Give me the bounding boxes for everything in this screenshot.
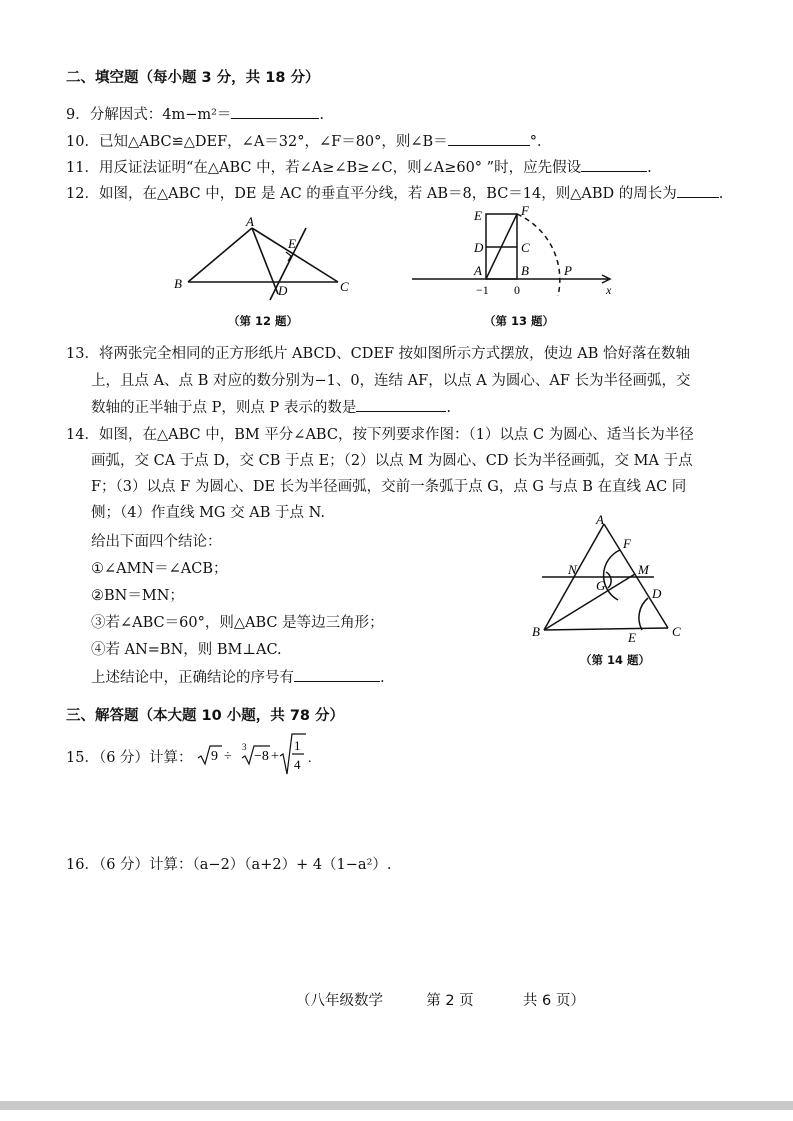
question-9-end: . <box>319 107 325 123</box>
question-13-end: . <box>446 400 451 416</box>
fig12-label-e: E <box>288 236 296 251</box>
conclusion-2: ②BN＝MN； <box>91 588 184 604</box>
question-14-line-3: F；（3）以点 F 为圆心、DE 长为半径画弧，交前一条弧于点 G，点 G 与点 B 在直线 AC 同 <box>91 479 687 495</box>
figure-12 <box>170 212 370 304</box>
question-12 <box>66 183 723 204</box>
fig14-label-a: A <box>596 512 604 527</box>
question-16: 16．（6 分）计算：（a−2）（a+2）+ 4（1−a²）. <box>66 857 392 873</box>
question-13-line-1: 13．将两张完全相同的正方形纸片 ABCD、CDEF 按如图所示方式摆放，使边 AB 恰好落在数轴 <box>66 346 690 362</box>
question-15-expression <box>196 730 316 778</box>
figure-13 <box>408 202 620 302</box>
cuberoot-arg: −8 <box>254 749 269 764</box>
question-11-end: . <box>647 160 652 176</box>
figure-14-caption: （第 14 题） <box>580 653 651 667</box>
question-13-line-2: 上，且点 A、点 B 对应的数分别为−1、0，连结 AF，以点 A 为圆心、AF 长为半径画弧，交 <box>91 373 691 389</box>
question-9-text: 9．分解因式：4m−m²＝ <box>66 107 232 123</box>
figure-14 <box>528 512 690 642</box>
answer-blank-12[interactable] <box>677 183 719 198</box>
fig12-label-b: B <box>174 276 182 291</box>
fig14-label-g: G <box>596 578 606 593</box>
segment-ab <box>188 228 252 282</box>
fig12-label-d: D <box>278 283 288 298</box>
conclusion-3: ③若∠ABC＝60°，则△ABC 是等边三角形； <box>91 615 384 631</box>
conclusion-4: ④若 AN=BN，则 BM⊥AC. <box>91 642 282 658</box>
fig14-label-n: N <box>568 562 577 577</box>
question-14-end: . <box>380 670 385 686</box>
fig14-label-m: M <box>638 562 649 577</box>
arc-c <box>639 598 648 630</box>
question-10-text: 10．已知△ABC≌△DEF，∠A＝32°，∠F＝80°，则∠B＝ <box>66 134 448 150</box>
fig13-label-d: D <box>474 240 484 255</box>
fig13-label-x: x <box>606 283 612 297</box>
question-14-ask-text: 上述结论中，正确结论的序号有 <box>91 670 294 686</box>
answer-blank-11[interactable] <box>581 157 647 172</box>
question-10-end: °． <box>529 134 552 150</box>
figure-13-caption: （第 13 题） <box>484 314 555 328</box>
fig14-label-b: B <box>532 624 540 639</box>
answer-blank-9[interactable] <box>231 104 319 119</box>
question-15 <box>66 748 193 768</box>
fig13-label-c: C <box>521 240 530 255</box>
footer <box>296 989 585 1010</box>
figure-12-caption: （第 12 题） <box>228 314 299 328</box>
fig13-tick-neg1: −1 <box>476 283 489 297</box>
div-sign: ÷ <box>224 749 232 764</box>
fig13-tick-zero: 0 <box>514 283 520 297</box>
question-11-text: 11．用反证法证明“在△ABC 中，若∠A≥∠B≥∠C，则∠A≥60° ”时，应先假设 <box>66 160 582 176</box>
fig14-label-d: D <box>652 586 662 601</box>
question-11 <box>66 157 652 178</box>
fig13-label-e: E <box>474 208 482 223</box>
sqrt-arg: 9 <box>211 749 218 764</box>
bottom-scan-bar <box>0 1101 793 1110</box>
fig12-label-a: A <box>246 214 254 229</box>
fig13-label-p: P <box>564 263 572 278</box>
fig13-label-f: F <box>521 203 529 218</box>
question-12-end: . <box>718 186 724 202</box>
section-2-title: 二、填空题（每小题 3 分，共 18 分） <box>66 70 320 86</box>
fig14-label-c: C <box>672 624 681 639</box>
arc-f <box>606 572 611 588</box>
arc-fp <box>517 214 560 296</box>
segment-ad <box>252 228 278 294</box>
question-12-text: 12．如图，在△ABC 中，DE 是 AC 的垂直平分线，若 AB＝8，BC＝14，则△ABD 的周长为 <box>66 186 677 202</box>
answer-blank-13[interactable] <box>356 397 446 412</box>
question-10 <box>66 131 551 152</box>
fig13-label-a: A <box>474 263 482 278</box>
fig13-label-b: B <box>521 263 529 278</box>
question-14-line-1: 14．如图，在△ABC 中，BM 平分∠ABC，按下列要求作图：（1）以点 C 为圆心、适当长为半径 <box>66 427 694 443</box>
fig14-label-f: F <box>623 536 631 551</box>
footer-page: 第 2 页 <box>426 993 474 1009</box>
question-9 <box>66 104 324 125</box>
cuberoot-index: 3 <box>242 742 247 752</box>
segment-bc <box>544 628 668 630</box>
conclusion-1: ①∠AMN＝∠ACB； <box>91 561 228 577</box>
fig12-label-c: C <box>340 279 349 294</box>
question-15-end: . <box>308 751 312 766</box>
footer-subject: （八年级数学 <box>296 993 383 1009</box>
fraction-numerator: 1 <box>294 738 301 753</box>
answer-blank-10[interactable] <box>448 131 530 146</box>
question-14-intro: 给出下面四个结论： <box>91 534 222 550</box>
question-13-line-3-text: 数轴的正半轴于点 P，则点 P 表示的数是 <box>91 400 357 416</box>
fig14-label-e: E <box>628 630 636 642</box>
plus-sign: + <box>271 749 279 764</box>
question-14-line-2: 画弧，交 CA 于点 D，交 CB 于点 E；（2）以点 M 为圆心、CD 长为半径画弧，交 MA 于点 <box>91 453 693 469</box>
segment-bm <box>544 574 635 630</box>
sqrt-sign <box>198 746 222 764</box>
question-14-line-4: 侧；（4）作直线 MG 交 AB 于点 N. <box>91 505 325 521</box>
answer-blank-14[interactable] <box>294 667 380 682</box>
fraction-denominator: 4 <box>294 757 301 772</box>
segment-ac <box>604 524 668 628</box>
question-13-line-3 <box>91 397 451 418</box>
question-14-ask <box>91 667 385 688</box>
footer-total: 共 6 页） <box>522 993 585 1009</box>
question-15-prefix: 15．（6 分）计算： <box>66 750 193 766</box>
section-3-title: 三、解答题（本大题 10 小题，共 78 分） <box>66 708 345 724</box>
